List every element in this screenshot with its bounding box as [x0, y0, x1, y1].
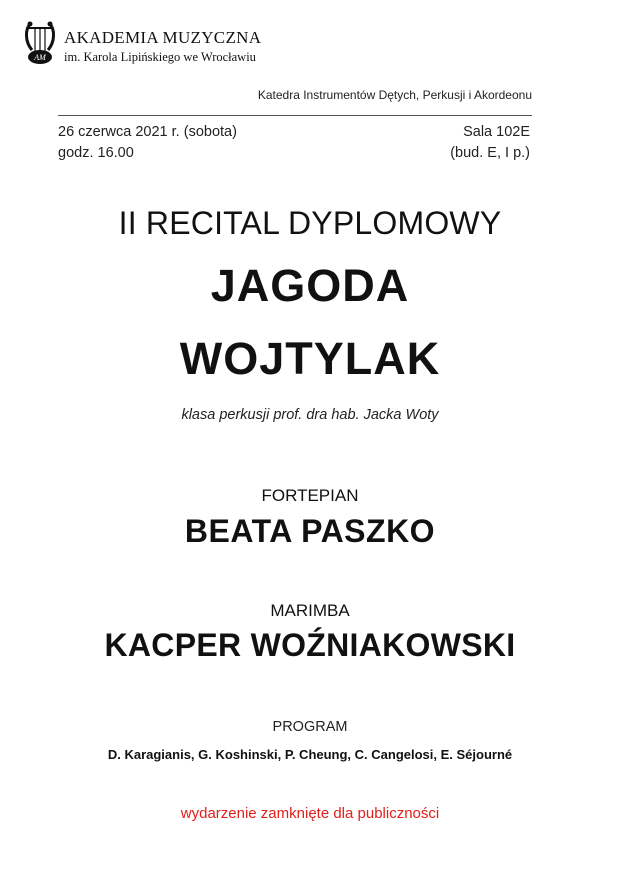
institution-name: AKADEMIA MUZYCZNA: [64, 28, 262, 47]
program-composers: D. Karagianis, G. Koshinski, P. Cheung, C. Cangelosi, E. Séjourné: [107, 747, 513, 762]
event-building: (bud. E, I p.): [450, 145, 530, 161]
performer-name-piano: BEATA PASZKO: [184, 513, 436, 549]
event-time: godz. 16.00: [58, 145, 134, 161]
department-name: Katedra Instrumentów Dętych, Perkusji i Akordeonu: [257, 88, 532, 102]
performer-name-marimba: KACPER WOŹNIAKOWSKI: [104, 627, 516, 663]
program-label: PROGRAM: [272, 719, 348, 735]
header-divider: [58, 115, 532, 116]
performer-first-name: JAGODA: [210, 260, 410, 311]
lyre-logo-icon: [22, 20, 58, 66]
class-info: klasa perkusji prof. dra hab. Jacka Woty: [181, 407, 439, 423]
closed-event-notice: wydarzenie zamknięte dla publiczności: [180, 805, 440, 822]
instrument-role-piano: FORTEPIAN: [261, 486, 359, 505]
event-date: 26 czerwca 2021 r. (sobota): [58, 124, 237, 140]
recital-title: II RECITAL DYPLOMOWY: [118, 205, 502, 241]
event-hall: Sala 102E: [463, 124, 530, 140]
performer-last-name: WOJTYLAK: [179, 333, 441, 384]
institution-subtitle: im. Karola Lipińskiego we Wrocławiu: [64, 50, 256, 64]
instrument-role-marimba: MARIMBA: [270, 601, 350, 620]
svg-text:AM: AM: [34, 53, 46, 62]
